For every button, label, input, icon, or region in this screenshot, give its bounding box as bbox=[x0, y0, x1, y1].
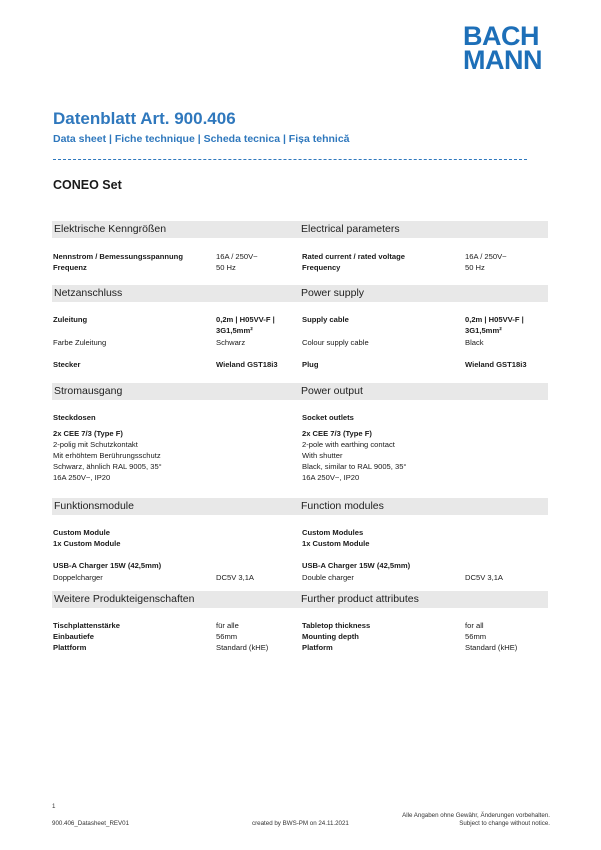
product-name: CONEO Set bbox=[53, 178, 122, 192]
spec-line: 2-pole with earthing contact bbox=[302, 440, 395, 449]
spec-value: 3G1,5mm² bbox=[465, 326, 502, 335]
section-title-de: Funktionsmodule bbox=[54, 500, 134, 512]
spec-subheading: Steckdosen bbox=[53, 413, 96, 422]
page-title: Datenblatt Art. 900.406 bbox=[53, 109, 236, 128]
section-header-further-attributes bbox=[52, 591, 548, 608]
section-title-en: Further product attributes bbox=[301, 593, 419, 605]
spec-line: 16A 250V~, IP20 bbox=[53, 473, 111, 482]
document-id: 900.406_Datasheet_REV01 bbox=[52, 820, 130, 827]
spec-label: Tabletop thickness bbox=[302, 621, 371, 630]
spec-value: 50 Hz bbox=[465, 263, 485, 272]
created-by: created by BWS-PM on 24.11.2021 bbox=[252, 820, 349, 827]
section-header-electrical bbox=[52, 221, 548, 238]
spec-value: DC5V 3,1A bbox=[465, 573, 503, 582]
spec-value: Wieland GST18i3 bbox=[216, 360, 278, 369]
header-divider bbox=[53, 159, 527, 160]
spec-value: 56mm bbox=[216, 632, 238, 641]
spec-line: 2x CEE 7/3 (Type F) bbox=[53, 429, 123, 438]
spec-value: 56mm bbox=[465, 632, 487, 641]
spec-line: With shutter bbox=[302, 451, 343, 460]
bachmann-logo bbox=[463, 21, 553, 75]
spec-line: Schwarz, ähnlich RAL 9005, 35° bbox=[53, 462, 162, 471]
spec-value: Standard (kHE) bbox=[216, 643, 269, 652]
spec-label: Nennstrom / Bemessungsspannung bbox=[53, 252, 183, 261]
page-number: 1 bbox=[52, 803, 56, 810]
spec-label: Frequenz bbox=[53, 263, 87, 272]
section-title-en: Function modules bbox=[301, 500, 384, 512]
spec-label: Mounting depth bbox=[302, 632, 359, 641]
section-title-en: Power output bbox=[301, 385, 363, 397]
spec-label: Colour supply cable bbox=[302, 338, 369, 347]
spec-line: 2x CEE 7/3 (Type F) bbox=[302, 429, 372, 438]
spec-value: 0,2m | H05VV-F | bbox=[216, 315, 275, 324]
spec-label: Einbautiefe bbox=[53, 632, 94, 641]
disclaimer-en: Subject to change without notice. bbox=[459, 820, 550, 827]
logo-line-2: MANN bbox=[463, 45, 542, 75]
spec-line: Black, similar to RAL 9005, 35° bbox=[302, 462, 407, 471]
spec-value: 0,2m | H05VV-F | bbox=[465, 315, 524, 324]
section-header-power-output bbox=[52, 383, 548, 400]
section-title-de: Elektrische Kenngrößen bbox=[54, 223, 167, 235]
spec-value: 50 Hz bbox=[216, 263, 236, 272]
disclaimer-de: Alle Angaben ohne Gewähr, Änderungen vorbehalten. bbox=[402, 812, 550, 819]
spec-value: Schwarz bbox=[216, 338, 246, 347]
spec-value: Standard (kHE) bbox=[465, 643, 518, 652]
section-title-de: Netzanschluss bbox=[54, 287, 123, 299]
section-title-en: Electrical parameters bbox=[301, 223, 400, 235]
spec-line: Mit erhöhtem Berührungsschutz bbox=[53, 451, 161, 460]
spec-label: Rated current / rated voltage bbox=[302, 252, 405, 261]
spec-value: DC5V 3,1A bbox=[216, 573, 254, 582]
spec-line: 2-polig mit Schutzkontakt bbox=[53, 440, 138, 449]
section-header-function-modules bbox=[52, 498, 548, 515]
section-title-de: Stromausgang bbox=[54, 385, 123, 397]
spec-label: Plattform bbox=[53, 643, 87, 652]
spec-line: Custom Modules bbox=[302, 528, 364, 537]
spec-value: 16A / 250V~ bbox=[465, 252, 507, 261]
page-subtitle: Data sheet | Fiche technique | Scheda tecnica | Fișa tehnică bbox=[53, 133, 350, 145]
spec-label: Plug bbox=[302, 360, 319, 369]
spec-line: USB-A Charger 15W (42,5mm) bbox=[302, 561, 411, 570]
section-header-power-supply bbox=[52, 285, 548, 302]
spec-line: 1x Custom Module bbox=[53, 539, 121, 548]
spec-label: Double charger bbox=[302, 573, 354, 582]
section-title-de: Weitere Produkteigenschaften bbox=[54, 593, 195, 605]
spec-label: Tischplattenstärke bbox=[53, 621, 120, 630]
spec-line: 16A 250V~, IP20 bbox=[302, 473, 360, 482]
spec-value: 3G1,5mm² bbox=[216, 326, 253, 335]
spec-label: Supply cable bbox=[302, 315, 349, 324]
spec-line: Custom Module bbox=[53, 528, 110, 537]
spec-value: für alle bbox=[216, 621, 239, 630]
spec-label: Farbe Zuleitung bbox=[53, 338, 107, 347]
spec-value: Wieland GST18i3 bbox=[465, 360, 527, 369]
spec-label: Doppelcharger bbox=[53, 573, 103, 582]
logo-line-1: BACH bbox=[463, 21, 539, 51]
spec-line: USB-A Charger 15W (42,5mm) bbox=[53, 561, 162, 570]
spec-line: 1x Custom Module bbox=[302, 539, 370, 548]
spec-subheading: Socket outlets bbox=[302, 413, 354, 422]
spec-label: Stecker bbox=[53, 360, 81, 369]
spec-value: 16A / 250V~ bbox=[216, 252, 258, 261]
section-title-en: Power supply bbox=[301, 287, 365, 299]
spec-value: for all bbox=[465, 621, 484, 630]
spec-label: Frequency bbox=[302, 263, 341, 272]
spec-label: Platform bbox=[302, 643, 333, 652]
spec-value: Black bbox=[465, 338, 484, 347]
spec-label: Zuleitung bbox=[53, 315, 88, 324]
